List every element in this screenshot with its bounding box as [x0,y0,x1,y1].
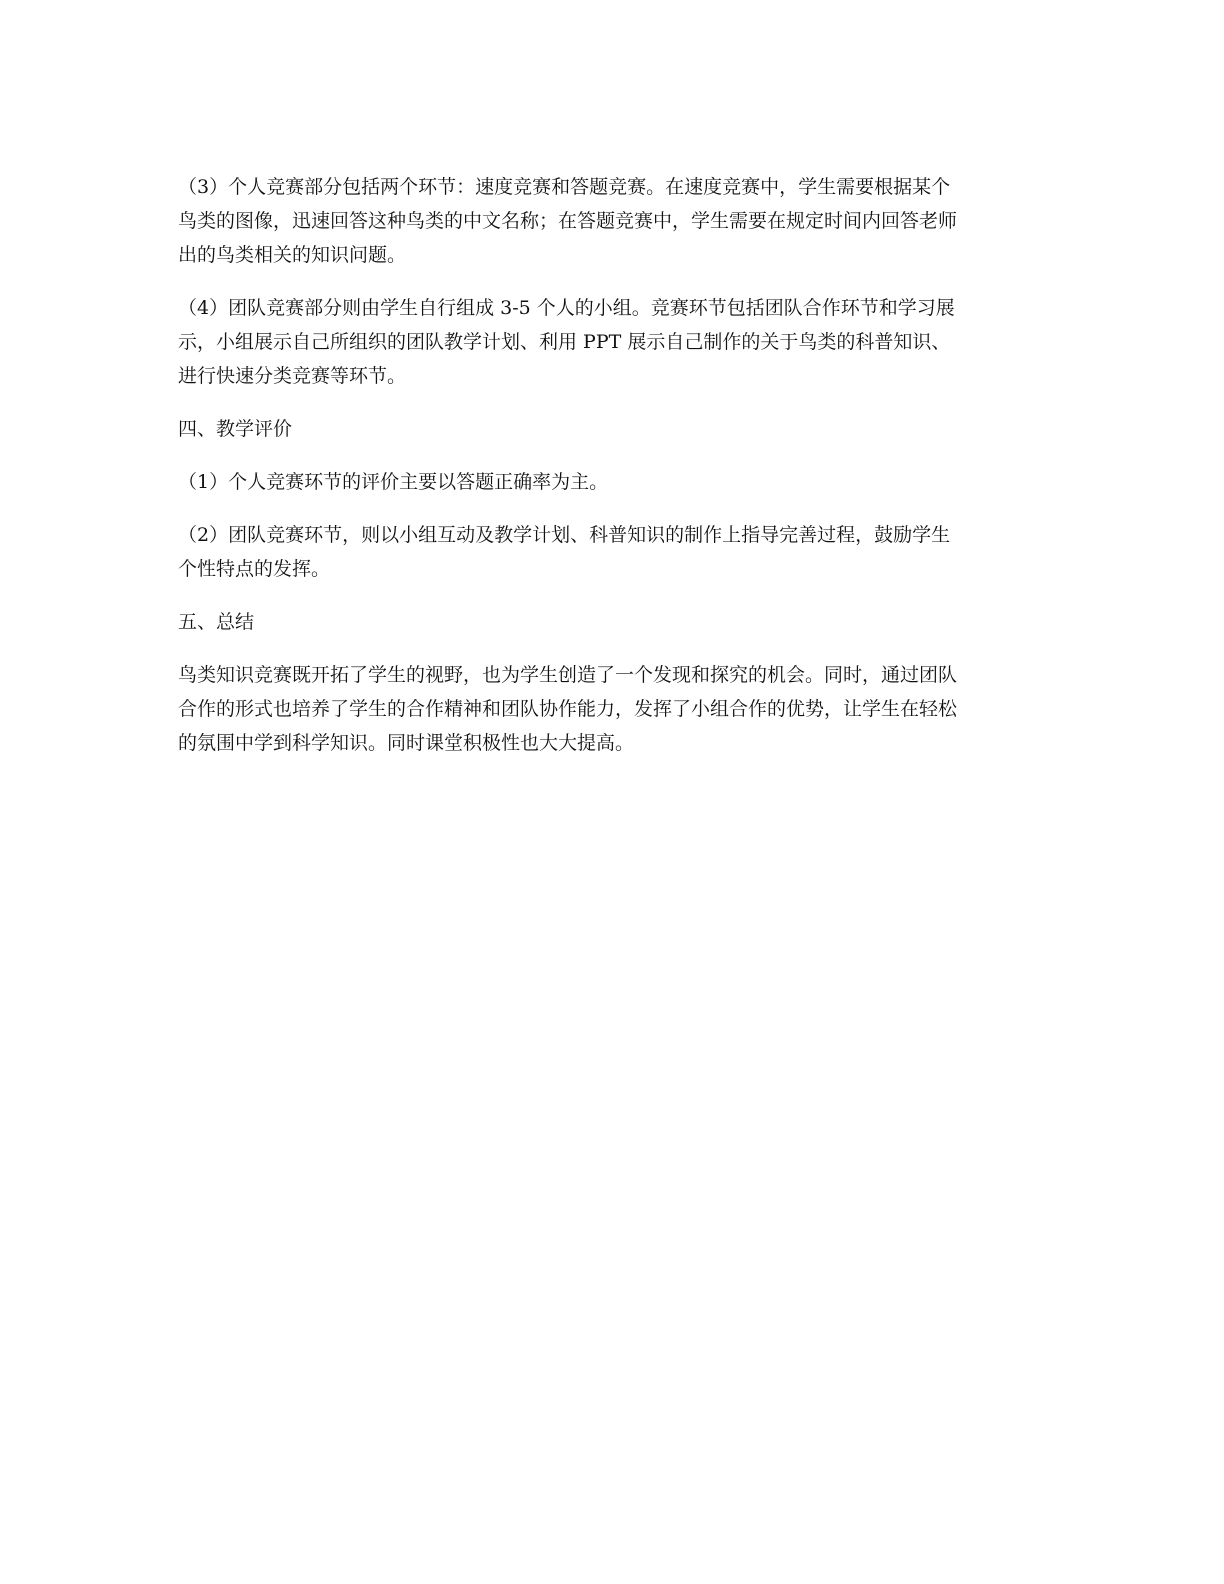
text-line: 鸟类知识竞赛既开拓了学生的视野，也为学生创造了一个发现和探究的机会。同时，通过团队 [178,664,958,686]
paragraph-team-competition [178,291,1038,393]
paragraph-team-evaluation [178,518,1038,586]
text-line: 鸟类的图像，迅速回答这种鸟类的中文名称；在答题竞赛中，学生需要在规定时间内回答老师 [178,210,958,232]
paragraph-individual-evaluation [178,465,1038,499]
text-line: 合作的形式也培养了学生的合作精神和团队协作能力，发挥了小组合作的优势，让学生在轻松 [178,698,958,720]
text-line: 出的鸟类相关的知识问题。 [178,244,407,266]
section-heading-evaluation [178,412,1038,446]
document-page [178,170,1038,779]
text-line: （3）个人竞赛部分包括两个环节：速度竞赛和答题竞赛。在速度竞赛中，学生需要根据某个 [178,176,951,198]
heading-text: 四、教学评价 [178,418,293,440]
text-line: （2）团队竞赛环节，则以小组互动及教学计划、科普知识的制作上指导完善过程，鼓励学生 [178,524,951,546]
paragraph-individual-competition [178,170,1038,272]
paragraph-summary [178,658,1038,760]
text-line: （1）个人竞赛环节的评价主要以答题正确率为主。 [178,471,609,493]
text-line: 的氛围中学到科学知识。同时课堂积极性也大大提高。 [178,732,635,754]
text-line: 个性特点的发挥。 [178,558,331,580]
heading-text: 五、总结 [178,611,255,633]
text-line: 进行快速分类竞赛等环节。 [178,365,407,387]
text-line: 示，小组展示自己所组织的团队教学计划、利用 PPT 展示自己制作的关于鸟类的科普知识、 [178,331,951,353]
text-line: （4）团队竞赛部分则由学生自行组成 3-5 个人的小组。竞赛环节包括团队合作环节和学习展 [178,297,955,319]
section-heading-summary [178,605,1038,639]
